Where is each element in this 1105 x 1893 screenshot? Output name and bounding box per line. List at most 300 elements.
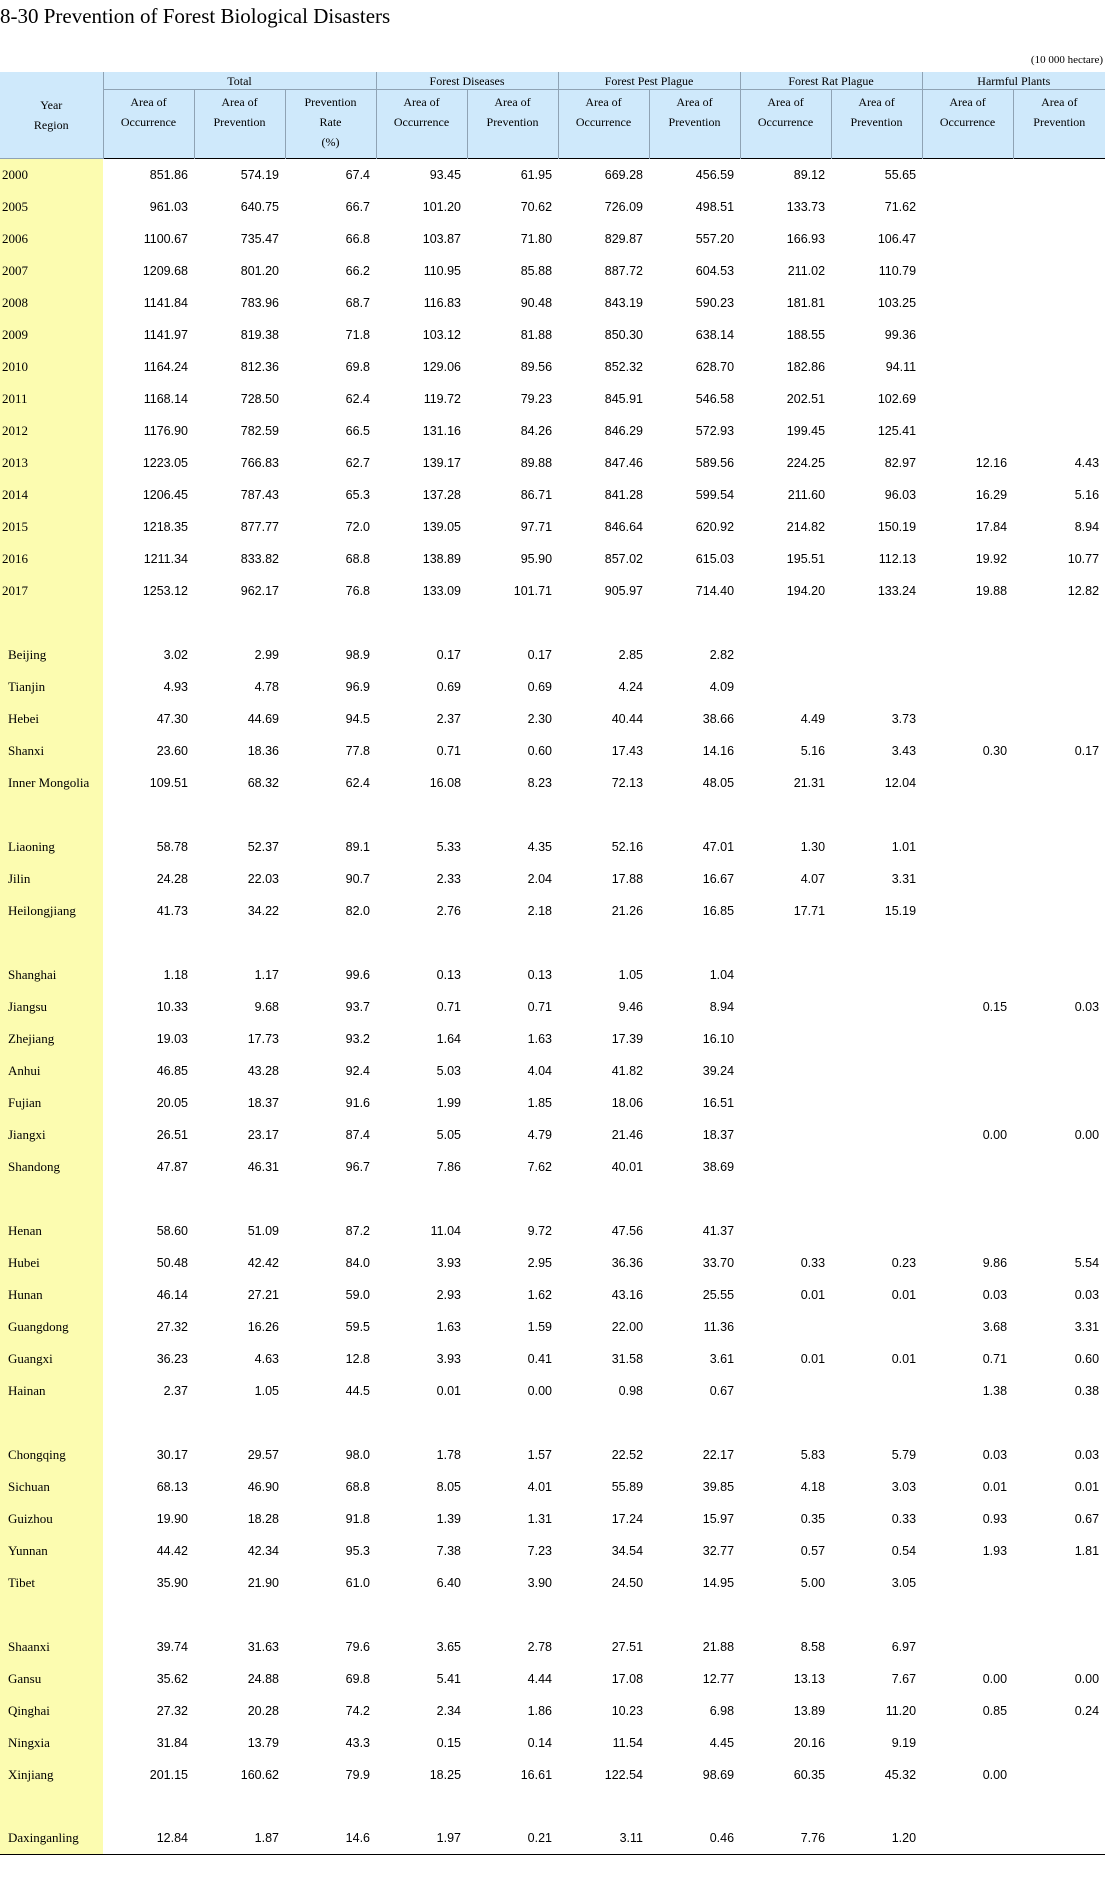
value-cell: 2.33 (436, 871, 462, 886)
value-cell: 17.43 (611, 743, 644, 758)
spacer-cell (740, 1183, 831, 1215)
value-cell: 0.60 (527, 743, 553, 758)
subheader-area-of-prevention (467, 90, 558, 159)
value-cell: 0.00 (1074, 1127, 1100, 1142)
value-cell: 42.42 (247, 1255, 279, 1270)
subheader-line: Prevention (304, 95, 357, 109)
value-cell: 3.05 (891, 1575, 917, 1590)
spacer-cell (831, 607, 922, 639)
value-cell: 8.23 (527, 775, 553, 790)
value-cell: 195.51 (786, 551, 826, 566)
subheader-line: Area of (767, 95, 804, 109)
value-cell: 3.31 (1074, 1319, 1100, 1334)
spacer-cell (740, 1407, 831, 1439)
value-cell: 1206.45 (142, 487, 188, 502)
value-cell: 139.17 (422, 455, 462, 470)
value-cell: 615.03 (695, 551, 735, 566)
region-label: Henan (0, 1215, 103, 1247)
table-row (0, 1503, 1105, 1535)
spacer-cell (831, 927, 922, 959)
value-cell (1013, 895, 1105, 927)
value-cell: 9.19 (891, 1735, 917, 1750)
value-cell: 0.71 (982, 1351, 1008, 1366)
value-cell: 1164.24 (143, 359, 188, 374)
value-cell: 21.88 (702, 1639, 735, 1654)
table-row (0, 1727, 1105, 1759)
spacer-cell (740, 799, 831, 831)
value-cell: 9.86 (982, 1255, 1008, 1270)
value-cell: 95.90 (520, 551, 553, 566)
value-cell: 7.67 (891, 1671, 917, 1686)
value-cell: 110.79 (878, 263, 917, 278)
value-cell: 5.54 (1074, 1255, 1100, 1270)
year-label: 2017 (0, 575, 103, 607)
value-cell (922, 959, 1013, 991)
value-cell (831, 1375, 922, 1407)
value-cell: 0.00 (982, 1671, 1008, 1686)
value-cell: 122.54 (604, 1767, 644, 1782)
year-label: 2007 (0, 255, 103, 287)
value-cell: 851.86 (103, 159, 194, 191)
value-cell: 116.83 (423, 295, 462, 310)
value-cell: 34.54 (611, 1543, 644, 1558)
value-cell: 94.5 (345, 711, 371, 726)
value-cell: 2.76 (436, 903, 462, 918)
value-cell: 17.24 (611, 1511, 644, 1526)
region-label: Tibet (0, 1567, 103, 1599)
table-row (0, 479, 1105, 511)
unit-note: (10 000 hectare) (1030, 54, 1103, 66)
spacer-cell (740, 1791, 831, 1823)
value-cell: 557.20 (695, 231, 735, 246)
value-cell (831, 991, 922, 1023)
value-cell: 60.35 (793, 1767, 826, 1782)
value-cell (922, 1727, 1013, 1759)
value-cell: 3.93 (436, 1255, 462, 1270)
value-cell: 12.8 (345, 1351, 371, 1366)
value-cell: 16.85 (702, 903, 735, 918)
value-cell: 72.0 (345, 519, 371, 534)
table-header (0, 72, 1105, 159)
table-row (0, 511, 1105, 543)
value-cell (1013, 959, 1105, 991)
year-label: 2008 (0, 287, 103, 319)
spacer-row (0, 799, 1105, 831)
value-cell: 160.62 (240, 1767, 279, 1782)
spacer-row (0, 607, 1105, 639)
value-cell: 10.77 (1067, 551, 1100, 566)
value-cell: 66.2 (345, 263, 371, 278)
value-cell: 0.01 (891, 1287, 917, 1302)
value-cell (740, 1311, 831, 1343)
value-cell: 20.05 (156, 1095, 188, 1110)
value-cell (922, 1055, 1013, 1087)
value-cell: 5.83 (800, 1447, 826, 1462)
value-cell: 1.97 (376, 1823, 467, 1855)
spacer-cell (376, 1599, 467, 1631)
value-cell: 43.28 (247, 1063, 279, 1078)
value-cell: 6.98 (709, 1703, 735, 1718)
value-cell: 5.33 (436, 839, 462, 854)
subheader-line: Prevention (1033, 115, 1086, 129)
region-label: Jiangsu (0, 991, 103, 1023)
value-cell: 99.36 (884, 327, 917, 342)
value-cell: 456.59 (649, 159, 740, 191)
region-label: Shanxi (0, 735, 103, 767)
value-cell: 224.25 (786, 455, 826, 470)
value-cell: 96.9 (345, 679, 371, 694)
spacer-cell (1013, 927, 1105, 959)
spacer-cell (831, 1183, 922, 1215)
spacer-cell (1013, 1183, 1105, 1215)
subheader-line: (%) (321, 135, 340, 149)
value-cell: 52.37 (247, 839, 279, 854)
value-cell (740, 1375, 831, 1407)
value-cell: 4.44 (527, 1671, 553, 1686)
value-cell: 3.03 (891, 1479, 917, 1494)
value-cell: 9.46 (618, 999, 644, 1014)
value-cell: 3.31 (891, 871, 917, 886)
spacer-cell (194, 1183, 285, 1215)
value-cell: 0.41 (527, 1351, 553, 1366)
value-cell: 18.06 (611, 1095, 644, 1110)
value-cell: 129.06 (422, 359, 462, 374)
region-label: Anhui (0, 1055, 103, 1087)
value-cell: 783.96 (240, 295, 279, 310)
value-cell: 14.16 (702, 743, 735, 758)
value-cell (922, 415, 1013, 447)
table-row (0, 991, 1105, 1023)
value-cell: 0.60 (1074, 1351, 1100, 1366)
value-cell: 4.24 (618, 679, 644, 694)
value-cell: 94.11 (885, 359, 917, 374)
value-cell: 1.05 (254, 1383, 279, 1398)
value-cell: 68.7 (345, 295, 371, 310)
value-cell: 1176.90 (143, 423, 188, 438)
spacer-cell (285, 1791, 376, 1823)
value-cell: 4.43 (1074, 455, 1100, 470)
spacer-cell (467, 799, 558, 831)
value-cell: 833.82 (240, 551, 279, 566)
value-cell: 24.50 (611, 1575, 644, 1590)
value-cell: 0.01 (891, 1351, 917, 1366)
value-cell: 16.08 (429, 775, 462, 790)
table-row (0, 383, 1105, 415)
value-cell: 55.65 (831, 159, 922, 191)
value-cell: 90.7 (345, 871, 371, 886)
table-row (0, 1823, 1105, 1855)
spacer-cell (558, 1183, 649, 1215)
value-cell: 1.63 (527, 1031, 553, 1046)
value-cell: 52.16 (611, 839, 644, 854)
value-cell: 61.95 (467, 159, 558, 191)
value-cell: 11.36 (703, 1319, 735, 1334)
region-label: Jiangxi (0, 1119, 103, 1151)
value-cell: 850.30 (604, 327, 644, 342)
table-row (0, 703, 1105, 735)
subheader-area-of-prevention (194, 90, 285, 159)
spacer-row (0, 1407, 1105, 1439)
value-cell: 12.84 (103, 1823, 194, 1855)
value-cell (922, 767, 1013, 799)
value-cell: 4.63 (254, 1351, 279, 1366)
spacer-cell (649, 607, 740, 639)
value-cell: 72.13 (611, 775, 644, 790)
group-forest-pest-plague: Forest Pest Plague (558, 72, 740, 90)
value-cell: 27.21 (247, 1287, 279, 1302)
spacer-cell (558, 927, 649, 959)
value-cell (922, 351, 1013, 383)
value-cell (922, 1151, 1013, 1183)
value-cell: 24.88 (247, 1671, 279, 1686)
value-cell: 1.04 (709, 967, 735, 982)
value-cell: 0.21 (467, 1823, 558, 1855)
value-cell: 188.55 (786, 327, 826, 342)
value-cell: 36.23 (156, 1351, 188, 1366)
value-cell: 18.28 (247, 1511, 279, 1526)
value-cell: 846.29 (604, 423, 644, 438)
group-forest-diseases: Forest Diseases (376, 72, 558, 90)
value-cell: 25.55 (702, 1287, 735, 1302)
value-cell (740, 639, 831, 671)
value-cell: 1218.35 (142, 519, 188, 534)
value-cell: 194.20 (786, 583, 826, 598)
table-row (0, 895, 1105, 927)
value-cell: 4.09 (709, 679, 735, 694)
table-row (0, 831, 1105, 863)
year-label: 2012 (0, 415, 103, 447)
value-cell: 62.4 (345, 391, 371, 406)
value-cell: 34.22 (247, 903, 279, 918)
value-cell: 1.93 (982, 1543, 1008, 1558)
value-cell (922, 1215, 1013, 1247)
value-cell: 0.03 (982, 1287, 1008, 1302)
value-cell: 2.99 (254, 647, 279, 662)
value-cell: 2.34 (436, 1703, 462, 1718)
value-cell: 32.77 (702, 1543, 735, 1558)
value-cell: 0.17 (436, 647, 462, 662)
value-cell: 87.2 (345, 1223, 371, 1238)
value-cell: 66.8 (345, 231, 371, 246)
value-cell (922, 383, 1013, 415)
value-cell: 12.77 (702, 1671, 735, 1686)
spacer-cell (194, 927, 285, 959)
spacer-cell (376, 927, 467, 959)
region-label: Gansu (0, 1663, 103, 1695)
value-cell: 640.75 (240, 199, 279, 214)
value-cell (1013, 1215, 1105, 1247)
value-cell (1013, 1055, 1105, 1087)
region-label: Guangxi (0, 1343, 103, 1375)
value-cell: 638.14 (695, 327, 735, 342)
spacer-cell (649, 799, 740, 831)
value-cell: 3.93 (436, 1351, 462, 1366)
spacer-cell (558, 799, 649, 831)
value-cell (1013, 1727, 1105, 1759)
region-label: Xinjiang (0, 1759, 103, 1791)
value-cell (1013, 1759, 1105, 1791)
subheader-area-of-prevention (649, 90, 740, 159)
value-cell: 0.00 (982, 1767, 1008, 1782)
spacer-row (0, 1599, 1105, 1631)
subheader-line: Prevention (668, 115, 721, 129)
value-cell: 0.01 (436, 1383, 462, 1398)
value-cell: 26.51 (156, 1127, 188, 1142)
region-label: Daxinganling (0, 1823, 103, 1855)
value-cell: 182.86 (786, 359, 826, 374)
stub-header (0, 72, 103, 159)
value-cell: 0.67 (1074, 1511, 1100, 1526)
spacer-cell (649, 1407, 740, 1439)
value-cell: 101.71 (513, 583, 553, 598)
value-cell: 46.31 (247, 1159, 279, 1174)
subheader-line: Area of (494, 95, 531, 109)
value-cell (1013, 1087, 1105, 1119)
value-cell: 728.50 (240, 391, 279, 406)
value-cell (1013, 1823, 1105, 1855)
value-cell: 45.32 (884, 1767, 917, 1782)
spacer-label-cell (0, 1599, 103, 1631)
table-row (0, 767, 1105, 799)
spacer-cell (649, 1791, 740, 1823)
value-cell: 0.67 (709, 1383, 735, 1398)
table-row (0, 1439, 1105, 1471)
value-cell: 86.71 (520, 487, 553, 502)
value-cell: 16.10 (702, 1031, 735, 1046)
value-cell (740, 1023, 831, 1055)
value-cell: 150.19 (877, 519, 917, 534)
year-label: 2005 (0, 191, 103, 223)
value-cell: 17.84 (975, 519, 1008, 534)
region-label: Heilongjiang (0, 895, 103, 927)
region-label: Yunnan (0, 1535, 103, 1567)
value-cell: 31.58 (611, 1351, 644, 1366)
value-cell: 0.01 (800, 1287, 826, 1302)
value-cell: 29.57 (247, 1447, 279, 1462)
value-cell: 139.05 (422, 519, 462, 534)
subheader-line: Area of (585, 95, 622, 109)
value-cell: 7.38 (436, 1543, 462, 1558)
value-cell: 102.69 (877, 391, 917, 406)
value-cell: 89.88 (520, 455, 553, 470)
subheader-line: Area of (949, 95, 986, 109)
value-cell: 766.83 (240, 455, 279, 470)
value-cell (922, 1631, 1013, 1663)
value-cell: 604.53 (695, 263, 735, 278)
spacer-cell (285, 1183, 376, 1215)
value-cell: 847.46 (604, 455, 644, 470)
spacer-cell (649, 1183, 740, 1215)
value-cell (1013, 639, 1105, 671)
value-cell: 0.93 (982, 1511, 1008, 1526)
value-cell: 887.72 (604, 263, 644, 278)
value-cell: 801.20 (240, 263, 279, 278)
value-cell: 6.40 (436, 1575, 462, 1590)
value-cell: 1209.68 (142, 263, 188, 278)
value-cell: 71.80 (520, 231, 553, 246)
value-cell: 36.36 (611, 1255, 644, 1270)
subheader-line: Area of (130, 95, 167, 109)
value-cell: 20.28 (247, 1703, 279, 1718)
value-cell: 0.15 (982, 999, 1008, 1014)
value-cell: 77.8 (345, 743, 371, 758)
year-label: 2000 (0, 159, 103, 191)
value-cell: 846.64 (604, 519, 644, 534)
value-cell: 41.37 (702, 1223, 735, 1238)
table-row (0, 1759, 1105, 1791)
subheader-line: Area of (1041, 95, 1078, 109)
spacer-label-cell (0, 1791, 103, 1823)
value-cell: 1.17 (254, 967, 279, 982)
value-cell: 21.46 (611, 1127, 644, 1142)
value-cell: 48.05 (702, 775, 735, 790)
subheader-area-of-occurrence (740, 90, 831, 159)
spacer-cell (831, 799, 922, 831)
value-cell: 59.0 (345, 1287, 371, 1302)
value-cell: 133.73 (786, 199, 826, 214)
spacer-cell (194, 1791, 285, 1823)
value-cell: 46.14 (156, 1287, 188, 1302)
value-cell: 2.30 (527, 711, 553, 726)
value-cell: 82.0 (345, 903, 371, 918)
value-cell: 19.03 (156, 1031, 188, 1046)
spacer-label-cell (0, 1407, 103, 1439)
value-cell: 96.03 (884, 487, 917, 502)
value-cell: 201.15 (149, 1767, 188, 1782)
value-cell: 574.19 (194, 159, 285, 191)
table-row (0, 351, 1105, 383)
value-cell: 71.62 (884, 199, 917, 214)
value-cell: 0.01 (1074, 1479, 1100, 1494)
subheader-area-of-occurrence (103, 90, 194, 159)
value-cell: 1.01 (891, 839, 917, 854)
value-cell (740, 1151, 831, 1183)
spacer-cell (467, 1407, 558, 1439)
value-cell: 590.23 (695, 295, 735, 310)
table-row (0, 447, 1105, 479)
value-cell (740, 1215, 831, 1247)
value-cell: 202.51 (786, 391, 826, 406)
value-cell: 4.78 (254, 679, 279, 694)
value-cell: 18.36 (247, 743, 279, 758)
value-cell: 22.52 (611, 1447, 644, 1462)
spacer-cell (922, 799, 1013, 831)
value-cell: 4.04 (527, 1063, 553, 1078)
stub-year-label: Year (40, 98, 63, 112)
value-cell: 68.32 (247, 775, 279, 790)
value-cell: 18.37 (702, 1127, 735, 1142)
table-row (0, 223, 1105, 255)
spacer-cell (194, 1599, 285, 1631)
spacer-cell (467, 1791, 558, 1823)
value-cell: 103.87 (422, 231, 462, 246)
value-cell: 93.2 (345, 1031, 371, 1046)
value-cell: 16.26 (247, 1319, 279, 1334)
value-cell: 4.18 (800, 1479, 826, 1494)
spacer-cell (376, 1183, 467, 1215)
value-cell: 51.09 (247, 1223, 279, 1238)
value-cell: 40.01 (611, 1159, 644, 1174)
value-cell: 0.33 (891, 1511, 917, 1526)
value-cell: 3.68 (982, 1319, 1008, 1334)
value-cell: 8.94 (709, 999, 735, 1014)
spacer-cell (649, 927, 740, 959)
value-cell: 31.84 (156, 1735, 188, 1750)
value-cell: 91.8 (345, 1511, 371, 1526)
region-label: Shandong (0, 1151, 103, 1183)
value-cell: 0.71 (436, 999, 462, 1014)
value-cell: 0.03 (1074, 1447, 1100, 1462)
